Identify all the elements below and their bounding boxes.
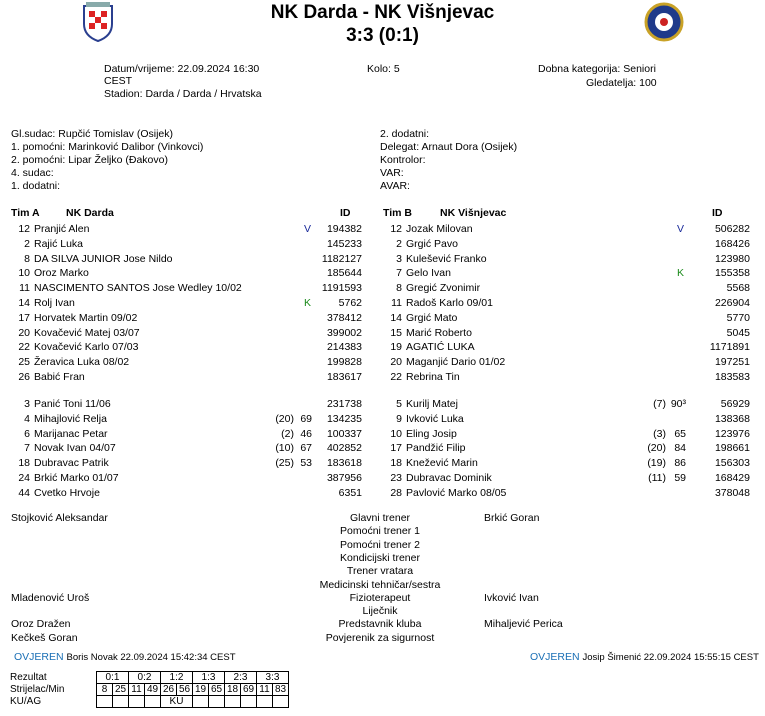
player-id: 5762 — [338, 297, 362, 309]
result-row-label: Rezultat — [10, 672, 47, 683]
team-b-name: NK Višnjevac — [440, 207, 507, 219]
substitute-row — [376, 412, 750, 426]
goalkeeper-mark: V — [677, 223, 685, 235]
substitute-row — [376, 441, 750, 455]
player-number: 7 — [24, 442, 30, 455]
player-row — [376, 311, 750, 325]
staff-role: Trener vratara — [346, 565, 414, 578]
kuag-empty-cell — [257, 696, 273, 708]
scorer-cell: 83 — [273, 684, 289, 696]
player-number: 15 — [390, 326, 402, 339]
player-id: 399002 — [326, 326, 362, 339]
substitute-row — [4, 486, 362, 500]
result-cell: 0:1 — [97, 672, 129, 684]
goalkeeper-mark: V — [304, 223, 312, 235]
result-cell: 1:2 — [161, 672, 193, 684]
substitute-row — [376, 427, 750, 441]
player-row — [4, 252, 362, 266]
player-number: 4 — [24, 412, 30, 425]
player-number: 17 — [18, 311, 30, 324]
player-id: 402852 — [326, 442, 362, 455]
player-number: 23 — [390, 472, 402, 484]
player-row — [376, 252, 750, 266]
sub-replaced: (19) — [647, 457, 666, 470]
player-row — [376, 326, 750, 340]
player-name: Kurilj Matej — [406, 398, 458, 410]
player-name: NASCIMENTO SANTOS Jose Wedley 10/02 — [34, 282, 242, 295]
player-number: 7 — [396, 267, 402, 280]
sub-replaced: (3) — [653, 427, 666, 440]
spectators: Gledatelja: 100 — [586, 77, 657, 89]
player-name: Dubravac Dominik — [406, 472, 492, 484]
player-name: Žeravica Luka 08/02 — [34, 356, 130, 369]
ovjeren-left-text: Boris Novak 22.09.2024 15:42:34 CEST — [66, 652, 236, 663]
player-name: Rebrina Tin — [406, 371, 460, 383]
team-a-id-header: ID — [340, 207, 351, 219]
player-name: Pranjić Alen — [34, 223, 90, 235]
player-number: 18 — [390, 457, 402, 470]
player-row — [4, 355, 362, 369]
player-id: 194382 — [326, 223, 362, 235]
player-number: 20 — [18, 326, 30, 339]
player-number: 12 — [18, 223, 30, 235]
player-row — [4, 222, 362, 236]
player-id: 1191593 — [321, 282, 362, 295]
result-cell: 2:3 — [225, 672, 257, 684]
captain-mark: K — [304, 297, 312, 309]
official-left-line: 4. sudac: — [11, 167, 54, 179]
team-a-name: NK Darda — [66, 207, 114, 219]
player-name: Grgić Pavo — [406, 237, 458, 250]
staff-home-person: Stojković Aleksandar — [11, 512, 108, 524]
player-number: 5 — [396, 398, 402, 410]
player-row — [4, 311, 362, 325]
scorer-cell: 11 — [129, 684, 145, 696]
player-number: 11 — [19, 282, 30, 295]
player-name: Panić Toni 11/06 — [34, 398, 111, 410]
player-name: Cvetko Hrvoje — [34, 486, 100, 499]
official-left-line: Gl.sudac: Rupčić Tomislav (Osijek) — [11, 128, 174, 140]
verification-right — [530, 651, 759, 663]
staff-role: Glavni trener — [349, 512, 411, 524]
player-id: 56929 — [720, 398, 750, 410]
player-number: 11 — [391, 297, 402, 309]
ovjeren-right-label: OVJEREN — [530, 651, 580, 663]
staff-role: Kondicijski trener — [340, 551, 420, 564]
player-row — [376, 222, 750, 236]
scorer-cell: 56 — [177, 684, 193, 696]
player-number: 12 — [390, 223, 402, 235]
player-number: 22 — [390, 371, 402, 383]
player-number: 8 — [396, 282, 402, 295]
player-row — [4, 266, 362, 280]
player-number: 3 — [396, 252, 402, 265]
player-id: 5045 — [726, 326, 750, 339]
staff-away-person: Brkić Goran — [484, 512, 540, 524]
player-id: 183583 — [714, 371, 750, 383]
sub-minute: 67 — [300, 442, 312, 455]
player-name: Dubravac Patrik — [34, 457, 109, 470]
official-left-line: 2. pomoćni: Lipar Željko (Đakovo) — [11, 154, 168, 166]
player-row — [376, 266, 750, 280]
substitute-row — [4, 397, 362, 411]
player-name: Kovačević Matej 03/07 — [34, 326, 140, 339]
player-number: 14 — [390, 311, 402, 324]
staff-role: Povjerenik za sigurnost — [325, 631, 435, 644]
player-number: 9 — [396, 412, 402, 425]
staff-role: Pomoćni trener 2 — [340, 538, 420, 551]
verification-left — [14, 651, 236, 663]
sub-minute: 86 — [674, 457, 686, 470]
player-number: 44 — [18, 486, 30, 499]
sub-replaced: (20) — [275, 412, 294, 425]
player-id: 156303 — [714, 457, 750, 470]
player-id: 138368 — [714, 412, 750, 425]
player-id: 378412 — [326, 311, 362, 324]
player-name: Marić Roberto — [406, 326, 472, 339]
player-name: Marijanac Petar — [34, 427, 108, 440]
player-name: DA SILVA JUNIOR Jose Nildo — [34, 252, 173, 265]
player-number: 25 — [18, 356, 30, 369]
staff-home-person: Oroz Dražen — [11, 618, 71, 631]
player-name: Oroz Marko — [34, 267, 89, 280]
player-id: 145233 — [326, 237, 362, 250]
kuag-cell: KU — [161, 696, 193, 708]
staff-role: Liječnik — [362, 605, 398, 618]
stadium: Stadion: Darda / Darda / Hrvatska — [104, 88, 262, 100]
player-number: 22 — [18, 341, 30, 354]
player-id: 168426 — [714, 237, 750, 250]
player-id: 5770 — [726, 311, 750, 324]
player-row — [4, 370, 362, 384]
player-number: 24 — [18, 472, 30, 484]
official-right-line: AVAR: — [380, 180, 410, 192]
player-name: AGATIĆ LUKA — [406, 341, 475, 354]
player-row — [4, 326, 362, 340]
player-id: 134235 — [326, 412, 362, 425]
scorer-cell: 69 — [241, 684, 257, 696]
team-b-label: Tim B — [383, 207, 412, 219]
player-row — [376, 296, 750, 310]
substitute-row — [376, 486, 750, 500]
scorer-cell: 25 — [113, 684, 129, 696]
player-name: Maganjić Dario 01/02 — [406, 356, 506, 369]
player-id: 100337 — [326, 427, 362, 440]
substitute-row — [4, 427, 362, 441]
sub-minute: 46 — [300, 427, 312, 440]
player-id: 5568 — [726, 282, 750, 295]
official-left-line: 1. pomoćni: Marinković Dalibor (Vinkovci) — [11, 141, 204, 153]
official-right-line: Delegat: Arnaut Dora (Osijek) — [380, 141, 518, 153]
player-name: Gelo Ivan — [406, 267, 451, 280]
player-number: 2 — [24, 237, 30, 250]
player-name: Horvatek Martin 09/02 — [34, 311, 138, 324]
kuag-empty-cell — [225, 696, 241, 708]
player-id: 183617 — [326, 371, 362, 383]
player-name: Gregić Zvonimir — [406, 282, 481, 295]
substitute-row — [4, 471, 362, 485]
sub-minute: 53 — [300, 457, 312, 470]
player-id: 1171891 — [709, 341, 750, 354]
scorer-cell: 26 — [161, 684, 177, 696]
player-number: 14 — [18, 297, 30, 309]
scorer-row-label: Strijelac/Min — [10, 684, 65, 695]
player-id: 155358 — [714, 267, 750, 280]
player-id: 185644 — [326, 267, 362, 280]
official-right-line: Kontrolor: — [380, 154, 426, 166]
staff-role: Fizioterapeut — [349, 591, 411, 604]
kuag-empty-cell — [129, 696, 145, 708]
sub-minute: 90³ — [670, 398, 686, 410]
scorer-cell: 19 — [193, 684, 209, 696]
team-b-id-header: ID — [712, 207, 723, 219]
round: Kolo: 5 — [367, 63, 400, 75]
player-number: 20 — [390, 356, 402, 369]
player-number: 3 — [24, 398, 30, 410]
sub-minute: 84 — [674, 442, 686, 455]
staff-role: Medicinski tehničar/sestra — [319, 578, 441, 591]
player-id: 387956 — [326, 472, 362, 484]
player-number: 6 — [24, 427, 30, 440]
player-row — [376, 340, 750, 354]
team-a-label: Tim A — [11, 207, 40, 219]
player-id: 506282 — [714, 223, 750, 235]
ovjeren-right-text: Josip Šimenić 22.09.2024 15:55:15 CEST — [582, 652, 759, 663]
player-id: 231738 — [326, 398, 362, 410]
sub-minute: 65 — [674, 427, 686, 440]
scorer-cell: 11 — [257, 684, 273, 696]
substitute-row — [376, 456, 750, 470]
scorer-cell: 65 — [209, 684, 225, 696]
player-row — [4, 281, 362, 295]
sub-replaced: (10) — [275, 442, 294, 455]
player-name: Kulešević Franko — [406, 252, 487, 265]
staff-home-person: Kečkeš Goran — [11, 631, 78, 644]
sub-replaced: (11) — [648, 472, 666, 484]
player-number: 2 — [396, 237, 402, 250]
player-number: 28 — [390, 486, 402, 499]
player-id: 168429 — [714, 472, 750, 484]
sub-replaced: (20) — [647, 442, 666, 455]
player-name: Mihajlović Relja — [34, 412, 107, 425]
substitute-row — [376, 397, 750, 411]
player-name: Pavlović Marko 08/05 — [406, 486, 507, 499]
player-id: 378048 — [714, 486, 750, 499]
player-id: 1182127 — [321, 252, 362, 265]
player-id: 226904 — [714, 297, 750, 309]
player-name: Brkić Marko 01/07 — [34, 472, 119, 484]
datetime: Datum/vrijeme: 22.09.2024 16:30 — [104, 63, 260, 75]
kuag-empty-cell — [145, 696, 161, 708]
player-number: 17 — [390, 442, 402, 455]
sub-replaced: (2) — [281, 427, 294, 440]
timezone: CEST — [104, 75, 133, 87]
scorer-cell: 8 — [97, 684, 113, 696]
official-right-line: 2. dodatni: — [380, 128, 430, 140]
player-number: 10 — [18, 267, 30, 280]
kuag-empty-cell — [209, 696, 225, 708]
staff-role: Pomoćni trener 1 — [340, 525, 420, 538]
sub-replaced: (25) — [275, 457, 294, 470]
substitute-row — [4, 412, 362, 426]
substitute-row — [4, 456, 362, 470]
scorer-cell: 49 — [145, 684, 161, 696]
player-row — [376, 237, 750, 251]
staff-away-person: Mihaljević Perica — [484, 618, 563, 631]
player-name: Rolj Ivan — [34, 297, 75, 309]
player-row — [4, 237, 362, 251]
captain-mark: K — [677, 267, 685, 280]
title-separator: - — [357, 2, 375, 23]
player-number: 10 — [390, 427, 402, 440]
ovjeren-left-label: OVJEREN — [14, 651, 64, 663]
home-team-title: NK Darda — [270, 2, 358, 23]
player-id: 183618 — [326, 457, 362, 470]
player-id: 199828 — [326, 356, 362, 369]
player-row — [4, 296, 362, 310]
player-id: 214383 — [326, 341, 362, 354]
player-name: Pandžić Filip — [406, 442, 466, 455]
player-name: Novak Ivan 04/07 — [34, 442, 116, 455]
player-id: 197251 — [714, 356, 750, 369]
player-name: Eling Josip — [406, 427, 457, 440]
official-right-line: VAR: — [380, 167, 404, 179]
staff-role: Predstavnik kluba — [338, 618, 422, 631]
player-name: Ivković Luka — [406, 412, 464, 425]
player-row — [4, 340, 362, 354]
player-name: Radoš Karlo 09/01 — [406, 297, 493, 309]
player-name: Grgić Mato — [406, 311, 458, 324]
player-name: Rajić Luka — [34, 237, 84, 250]
player-id: 198661 — [714, 442, 750, 455]
score-table — [8, 671, 289, 708]
age-category: Dobna kategorija: Seniori — [538, 63, 656, 75]
player-number: 8 — [24, 252, 30, 265]
player-id: 123976 — [714, 427, 750, 440]
sub-replaced: (7) — [653, 398, 666, 410]
player-row — [376, 281, 750, 295]
kuag-empty-cell — [193, 696, 209, 708]
result-cell: 0:2 — [129, 672, 161, 684]
substitute-row — [376, 471, 750, 485]
player-name: Babić Fran — [34, 371, 85, 383]
staff-away-person: Ivković Ivan — [484, 591, 539, 604]
scorer-cell: 18 — [225, 684, 241, 696]
player-number: 19 — [390, 341, 402, 354]
player-name: Knežević Marin — [406, 457, 478, 470]
player-id: 123980 — [714, 252, 750, 265]
kuag-row-label: KU/AG — [10, 696, 42, 707]
kuag-empty-cell — [113, 696, 129, 708]
player-number: 18 — [18, 457, 30, 470]
player-name: Jozak Milovan — [406, 223, 473, 235]
kuag-empty-cell — [97, 696, 113, 708]
official-left-line: 1. dodatni: — [11, 180, 61, 192]
player-name: Kovačević Karlo 07/03 — [34, 341, 139, 354]
match-title — [0, 2, 765, 24]
substitute-row — [4, 441, 362, 455]
sub-minute: 69 — [300, 412, 312, 425]
result-cell: 1:3 — [193, 672, 225, 684]
kuag-empty-cell — [241, 696, 257, 708]
player-id: 6351 — [338, 486, 362, 499]
result-cell: 3:3 — [257, 672, 289, 684]
away-team-title: NK Višnjevac — [374, 2, 495, 23]
kuag-empty-cell — [273, 696, 289, 708]
match-score: 3:3 (0:1) — [346, 25, 419, 46]
player-number: 26 — [18, 371, 30, 383]
sub-minute: 59 — [674, 472, 686, 484]
staff-home-person: Mladenović Uroš — [11, 591, 90, 604]
player-row — [376, 355, 750, 369]
player-row — [376, 370, 750, 384]
